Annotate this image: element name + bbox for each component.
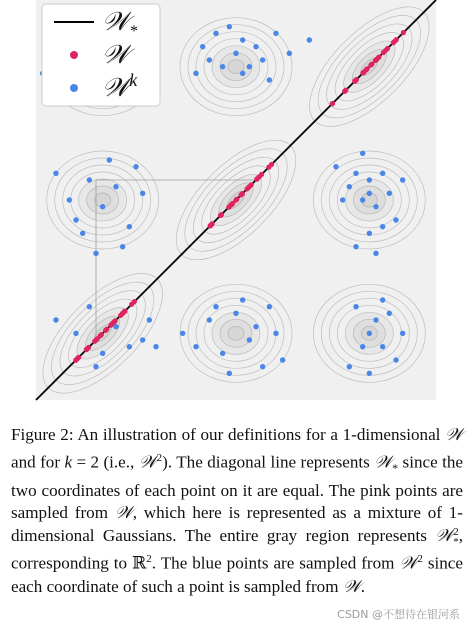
blue-point (200, 44, 205, 49)
blue-point (380, 224, 385, 229)
caption-fragment: = 2 (i.e., (72, 452, 139, 472)
blue-point (193, 71, 198, 76)
blue-point (73, 217, 78, 222)
blue-point (73, 331, 78, 336)
blue-point (107, 157, 112, 162)
blue-point (367, 371, 372, 376)
blue-point (127, 224, 132, 229)
caption-fragment: 𝒲 (342, 576, 361, 596)
caption-fragment: 𝒲 (445, 425, 463, 444)
blue-point (373, 204, 378, 209)
blue-point (273, 331, 278, 336)
legend-label-w: 𝒲 (102, 40, 130, 69)
caption-fragment: , which here is represented as a mixture of 1-dimensional Gaussians. The entire gray region represents (11, 503, 463, 546)
pink-point (376, 55, 381, 60)
blue-point (247, 64, 252, 69)
blue-point (240, 71, 245, 76)
caption-fragment: k (64, 452, 73, 472)
watermark: CSDN @不想待在银河系 (337, 608, 460, 621)
blue-point (367, 231, 372, 236)
blue-point (93, 364, 98, 369)
blue-point (287, 51, 292, 56)
contour-ring (345, 179, 393, 221)
blue-point (393, 357, 398, 362)
caption-fragment: 𝒲 (114, 503, 133, 523)
pink-point (249, 182, 254, 187)
blue-point (387, 191, 392, 196)
blue-point (240, 37, 245, 42)
pink-point (230, 201, 235, 206)
blue-point (120, 244, 125, 249)
caption-fragment: and for (11, 452, 65, 472)
blue-point (360, 344, 365, 349)
pink-point (330, 101, 335, 106)
legend (42, 4, 160, 106)
pink-point (132, 299, 137, 304)
legend-label-w-k: 𝒲$^k$ (102, 70, 138, 102)
pink-point (352, 78, 357, 83)
blue-point (253, 324, 258, 329)
blue-point (400, 177, 405, 182)
pink-point (240, 191, 245, 196)
blue-point (213, 304, 218, 309)
caption-fragment: 𝒲 (435, 526, 454, 546)
pink-point (361, 70, 366, 75)
blue-point (213, 31, 218, 36)
caption-fragment: 𝒲 (138, 452, 157, 472)
blue-point (347, 364, 352, 369)
pink-point (218, 213, 223, 218)
blue-point (53, 317, 58, 322)
caption-fragment: since the two coordinates of each point on it are equal. The pink points are sampled from (11, 452, 463, 523)
blue-point (367, 191, 372, 196)
blue-point (240, 297, 245, 302)
blue-point (387, 311, 392, 316)
blue-point (87, 304, 92, 309)
blue-point (227, 371, 232, 376)
blue-point (380, 171, 385, 176)
blue-point (113, 324, 118, 329)
caption-fragment: * (392, 460, 399, 475)
blue-point (273, 31, 278, 36)
caption-fragment: 2 (146, 553, 152, 566)
figure-caption (11, 424, 463, 598)
pink-point (369, 62, 374, 67)
caption-fragment: ). The diagonal line represents (162, 452, 375, 472)
blue-point (360, 197, 365, 202)
blue-point (267, 77, 272, 82)
blue-point (227, 24, 232, 29)
blue-point (100, 351, 105, 356)
blue-point (127, 344, 132, 349)
pink-point (95, 336, 100, 341)
blue-point (340, 197, 345, 202)
blue-point (400, 331, 405, 336)
blue-point (373, 251, 378, 256)
blue-point (353, 244, 358, 249)
caption-fragment: 2 (156, 451, 163, 464)
blue-point (353, 171, 358, 176)
caption-fragment: 2 (417, 553, 423, 566)
blue-point (380, 297, 385, 302)
blue-point (113, 184, 118, 189)
caption-fragment: ℝ (132, 553, 147, 573)
blue-point (140, 191, 145, 196)
legend-blue-marker (70, 84, 78, 92)
pink-point (104, 327, 109, 332)
caption-fragment: . (360, 576, 366, 596)
blue-point (100, 204, 105, 209)
blue-point (220, 351, 225, 356)
pink-point (122, 309, 127, 314)
blue-point (253, 44, 258, 49)
blue-point (67, 197, 72, 202)
caption-fragment: since each coordinate of such a point is sampled from (11, 553, 463, 596)
blue-point (140, 337, 145, 342)
blue-point (247, 337, 252, 342)
blue-point (87, 177, 92, 182)
pink-point (99, 332, 104, 337)
blue-point (153, 344, 158, 349)
blue-point (220, 64, 225, 69)
contour-ring (212, 312, 260, 354)
caption-fragment: Figure 2: An illustration of our definitions for a 1-dimensional (11, 425, 446, 444)
caption-fragment: . The blue points are sampled from (151, 553, 400, 573)
pink-point (393, 38, 398, 43)
blue-point (280, 357, 285, 362)
blue-point (233, 51, 238, 56)
blue-point (180, 331, 185, 336)
blue-point (133, 164, 138, 169)
pink-point (208, 222, 213, 227)
pink-point (112, 319, 117, 324)
figure-plot (6, 0, 468, 412)
pink-point (342, 89, 347, 94)
contour-ring (79, 179, 127, 221)
blue-point (367, 177, 372, 182)
blue-point (267, 304, 272, 309)
pink-point (234, 197, 239, 202)
pink-point (84, 346, 89, 351)
pink-point (75, 356, 80, 361)
blue-point (207, 57, 212, 62)
caption-fragment: 2 * (453, 526, 459, 549)
pink-point (385, 46, 390, 51)
caption-fragment: 𝒲 (374, 452, 393, 472)
blue-point (233, 311, 238, 316)
blue-point (393, 217, 398, 222)
blue-point (80, 231, 85, 236)
legend-box (42, 4, 160, 106)
blue-point (193, 344, 198, 349)
blue-point (260, 57, 265, 62)
pink-point (259, 172, 264, 177)
caption-fragment: 𝒲 (399, 553, 418, 573)
legend-pink-marker (70, 51, 78, 59)
blue-point (373, 317, 378, 322)
blue-point (347, 184, 352, 189)
blue-point (353, 304, 358, 309)
blue-point (360, 151, 365, 156)
legend-label-w-star: 𝒲$_*$ (102, 7, 138, 40)
blue-point (380, 344, 385, 349)
pink-point (269, 162, 274, 167)
pink-point (401, 30, 406, 35)
blue-point (307, 37, 312, 42)
blue-point (260, 364, 265, 369)
blue-point (53, 171, 58, 176)
blue-point (207, 317, 212, 322)
blue-point (93, 251, 98, 256)
caption-fragment: , corresponding to (11, 526, 463, 573)
blue-point (333, 164, 338, 169)
blue-point (367, 331, 372, 336)
blue-point (147, 317, 152, 322)
